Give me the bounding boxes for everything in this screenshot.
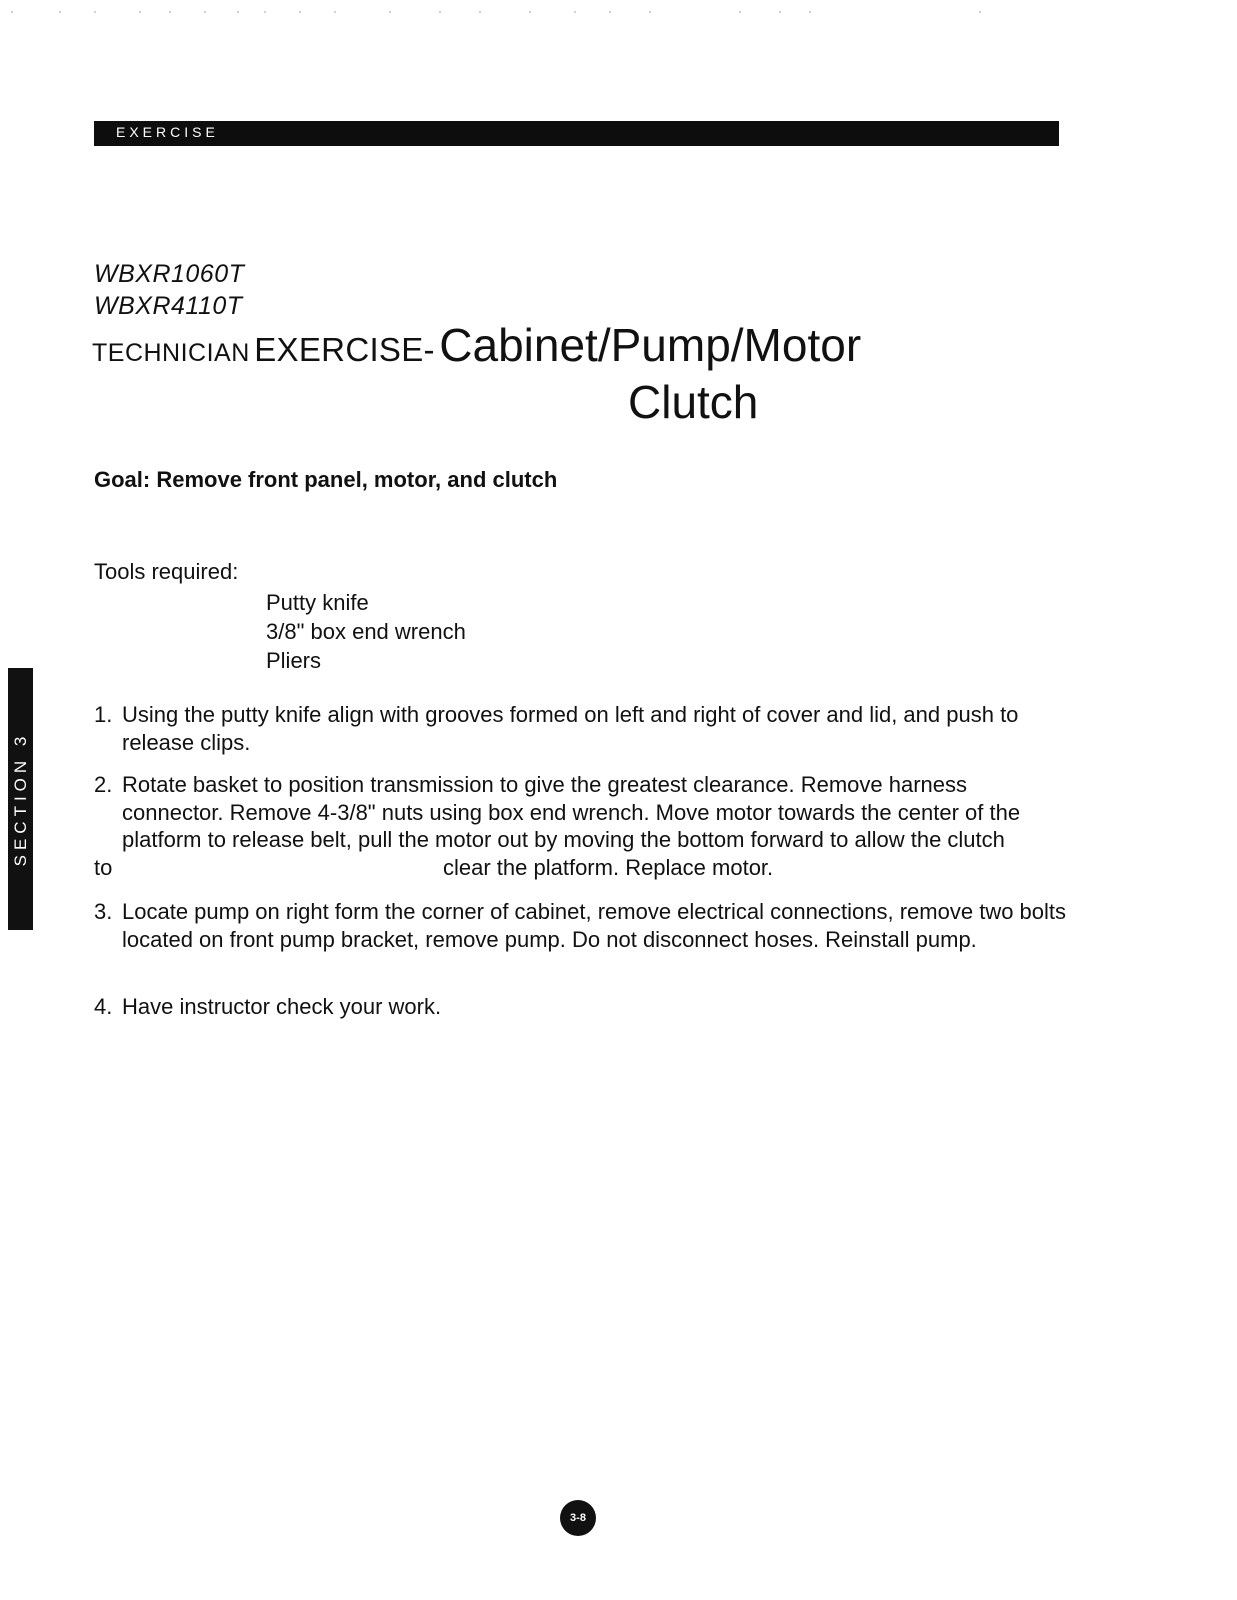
page-number-badge: 3-8 [560,1500,596,1536]
header-label: EXERCISE [116,124,219,140]
step-1 [94,701,1074,756]
step-2 [94,771,1074,854]
step-3 [94,898,1074,953]
tool-item: 3/8" box end wrench [266,619,466,644]
step-number: 1. [94,702,113,727]
section-side-tab [8,668,33,930]
exercise-header-bar [94,121,1059,146]
step-number: 4. [94,994,113,1019]
step-text: Using the putty knife align with grooves formed on left and right of cover and lid, and push to release clips. [122,702,1019,755]
title-main-line2: Clutch [628,376,759,428]
step-2-tail-lead: to [94,855,113,880]
tool-item: Pliers [266,648,322,673]
goal-statement: Goal: Remove front panel, motor, and clutch [94,467,558,492]
step-number: 3. [94,899,113,924]
title-prefix-small: TECHNICIAN [92,339,250,367]
model-number-1: WBXR1060T [94,260,245,288]
tool-item: Putty knife [266,590,369,615]
step-text: Have instructor check your work. [122,994,442,1019]
step-text: Rotate basket to position transmission to give the greatest clearance. Remove harness connector. Remove 4-3/8" nuts using box end wrench. Move motor towards the center of the platform to release belt, pull the motor out by moving the bottom forward to allow the clutch [122,772,1021,852]
title-main-line1: Cabinet/Pump/Motor [439,319,862,371]
step-2-tail-rest: clear the platform. Replace motor. [443,855,774,880]
step-text: Locate pump on right form the corner of cabinet, remove electrical connections, remove two bolts located on front pump bracket, remove pump. Do not disconnect hoses. Reinstall pump. [122,899,1067,952]
step-number: 2. [94,772,113,797]
tools-label: Tools required: [94,559,239,584]
title-prefix-exercise: EXERCISE- [254,331,435,368]
model-number-2: WBXR4110T [94,292,243,320]
step-4 [94,993,1074,1021]
scan-speckle-decoration [0,0,1237,40]
tools-list [266,588,466,675]
section-tab-label: SECTION 3 [10,731,30,867]
